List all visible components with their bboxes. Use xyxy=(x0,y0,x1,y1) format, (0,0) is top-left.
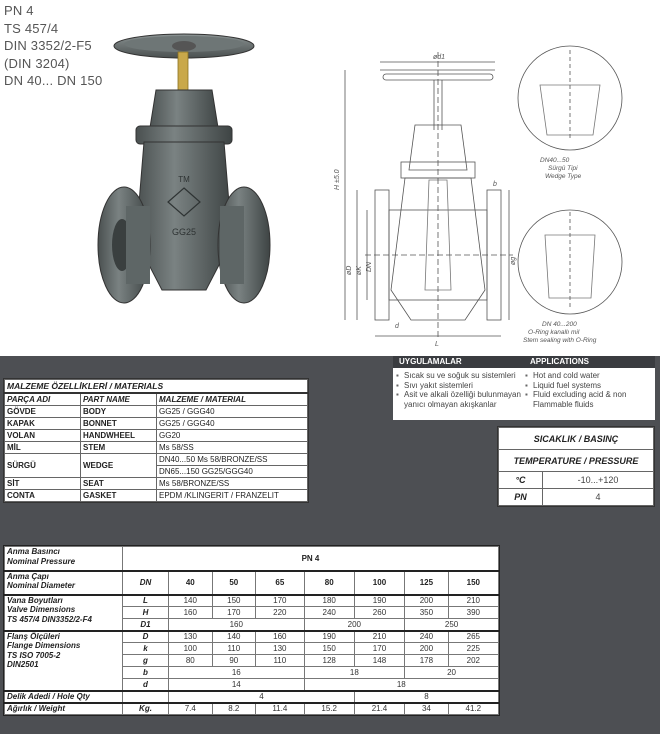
value-h: 170 xyxy=(212,607,256,619)
part-material: GG25 / GGG40 xyxy=(157,418,308,430)
symbol-d: D xyxy=(123,631,169,643)
list-item: ▪ Sıcak su ve soğuk su sistemleri xyxy=(395,371,524,381)
stem-note-line: O-Ring kanallı mil xyxy=(528,329,580,336)
value-g: 80 xyxy=(169,655,213,667)
value-holes: 8 xyxy=(354,691,498,703)
part-name-tr: KAPAK xyxy=(5,418,81,430)
temperature-title-en: TEMPERATURE / PRESSURE xyxy=(499,450,654,472)
part-material: Ms 58/SS xyxy=(157,442,308,454)
spec-line: TS 457/4 xyxy=(4,20,59,36)
value-g: 148 xyxy=(354,655,404,667)
symbol-small-d: d xyxy=(123,679,169,691)
body-mark-tm: TM xyxy=(178,175,190,184)
flange-dim-label: Flange Dimensions xyxy=(7,641,81,650)
value-k: 110 xyxy=(212,643,256,655)
value-l: 180 xyxy=(304,595,354,607)
drawing-label-b: b xyxy=(493,181,497,188)
drawing-label-k: øK xyxy=(356,266,363,275)
technical-drawing xyxy=(335,40,657,352)
spec-line: PN 4 xyxy=(4,3,34,18)
value-weight: 34 xyxy=(405,703,449,715)
applications-panel xyxy=(393,356,655,420)
value-k: 170 xyxy=(354,643,404,655)
symbol-k: k xyxy=(123,643,169,655)
part-name-en: GASKET xyxy=(81,490,157,502)
drawing-label-d: d xyxy=(395,323,399,330)
part-name-en: SEAT xyxy=(81,478,157,490)
value-weight: 7.4 xyxy=(169,703,213,715)
part-material: DN40...50 Ms 58/BRONZE/SS xyxy=(157,454,308,466)
materials-header: PART NAME xyxy=(81,393,157,406)
list-item: ▪ Liquid fuel systems xyxy=(524,381,653,391)
diameter-label: Nominal Diameter xyxy=(7,581,76,590)
materials-title: MALZEME ÖZELLİKLERİ / MATERIALS xyxy=(5,380,308,394)
wedge-note-line: Wedge Type xyxy=(545,173,582,180)
list-item: ▪ Fluid excluding acid & non Flammable fluids xyxy=(524,390,653,409)
symbol-h: H xyxy=(123,607,169,619)
wedge-note-line: DN40...50 xyxy=(540,157,570,164)
pressure-label: Anma Basıncı xyxy=(7,547,60,556)
weight-label: Ağırlık / Weight xyxy=(5,703,123,715)
drawing-label-g: øg xyxy=(510,256,517,265)
value-k: 130 xyxy=(256,643,304,655)
table-row xyxy=(499,489,654,506)
stem-note-line: DN 40...200 xyxy=(542,321,577,328)
value-g: 178 xyxy=(405,655,449,667)
value-h: 160 xyxy=(169,607,213,619)
list-item: ▪ Hot and cold water xyxy=(524,371,653,381)
value-weight: 21.4 xyxy=(354,703,404,715)
value-k: 225 xyxy=(448,643,498,655)
value-d: 130 xyxy=(169,631,213,643)
part-material: EPDM /KLINGERIT / FRANZELIT xyxy=(157,490,308,502)
valve-dim-label: Vana Boyutları xyxy=(7,595,63,605)
value-k: 150 xyxy=(304,643,354,655)
dn-value: 80 xyxy=(304,571,354,595)
pressure-value: PN 4 xyxy=(123,547,499,571)
dn-value: 50 xyxy=(212,571,256,595)
value-b: 18 xyxy=(304,667,405,679)
dn-value: 100 xyxy=(354,571,404,595)
value-d: 265 xyxy=(448,631,498,643)
spec-line: DN 40... DN 150 xyxy=(4,73,103,88)
table-row xyxy=(5,442,308,454)
value-l: 170 xyxy=(256,595,304,607)
part-name-en: STEM xyxy=(81,442,157,454)
flange-dim-label: TS ISO 7005-2 xyxy=(7,650,61,660)
part-name-en: WEDGE xyxy=(81,454,157,478)
value-d: 140 xyxy=(212,631,256,643)
flange-dim-label: Flanş Ölçüleri xyxy=(7,631,60,641)
table-row xyxy=(5,631,499,643)
applications-title-en: APPLICATIONS xyxy=(530,357,589,366)
value-l: 140 xyxy=(169,595,213,607)
table-row xyxy=(5,703,499,715)
part-material: DN65...150 GG25/GGG40 xyxy=(157,466,308,478)
temperature-value: -10...+120 xyxy=(543,472,654,489)
value-small-d: 18 xyxy=(304,679,498,691)
temperature-label: °C xyxy=(499,472,543,489)
value-g: 110 xyxy=(256,655,304,667)
part-material: GG25 / GGG40 xyxy=(157,406,308,418)
value-weight: 11.4 xyxy=(256,703,304,715)
value-g: 128 xyxy=(304,655,354,667)
table-row xyxy=(5,478,308,490)
valve-photo xyxy=(96,30,276,330)
applications-list-tr xyxy=(395,371,524,409)
value-d: 190 xyxy=(304,631,354,643)
dimensions-table xyxy=(3,545,500,716)
pressure-label: PN xyxy=(499,489,543,506)
wedge-note-line: Sürgü Tipi xyxy=(548,165,578,172)
part-name-tr: SÜRGÜ xyxy=(5,454,81,478)
value-l: 200 xyxy=(405,595,449,607)
materials-table xyxy=(3,378,309,503)
drawing-label-d1: ød1 xyxy=(433,54,446,61)
table-row xyxy=(5,406,308,418)
value-small-d: 14 xyxy=(169,679,305,691)
dn-symbol: DN xyxy=(123,571,169,595)
materials-header: MALZEME / MATERIAL xyxy=(157,393,308,406)
table-row xyxy=(5,595,499,607)
value-d1: 160 xyxy=(169,619,305,631)
diameter-label: Anma Çapı xyxy=(7,571,49,581)
pressure-label: Nominal Pressure xyxy=(7,556,76,566)
table-row xyxy=(499,472,654,489)
product-header-area xyxy=(0,0,660,356)
value-weight: 41.2 xyxy=(448,703,498,715)
dn-value: 150 xyxy=(448,571,498,595)
value-g: 202 xyxy=(448,655,498,667)
list-item: ▪ Sıvı yakıt sistemleri xyxy=(395,381,524,391)
value-d: 240 xyxy=(405,631,449,643)
part-name-en: BODY xyxy=(81,406,157,418)
valve-dim-label: Valve Dimensions xyxy=(7,605,76,614)
part-name-tr: CONTA xyxy=(5,490,81,502)
value-d: 210 xyxy=(354,631,404,643)
body-mark-gg25: GG25 xyxy=(171,227,197,237)
part-name-en: BONNET xyxy=(81,418,157,430)
value-k: 200 xyxy=(405,643,449,655)
table-row xyxy=(5,430,308,442)
list-item: ▪ Asit ve alkali özelliği bulunmayan yanıcı olmayan akışkanlar xyxy=(395,390,524,409)
part-name-tr: SİT xyxy=(5,478,81,490)
value-b: 20 xyxy=(405,667,499,679)
value-h: 390 xyxy=(448,607,498,619)
spec-lines xyxy=(4,2,102,90)
flange-dim-label: DIN2501 xyxy=(7,660,39,669)
table-row xyxy=(5,490,308,502)
spec-line: DIN 3352/2-F5 xyxy=(4,38,92,53)
part-name-tr: VOLAN xyxy=(5,430,81,442)
value-weight: 15.2 xyxy=(304,703,354,715)
drawing-label-dn: DN xyxy=(366,261,373,272)
dn-value: 40 xyxy=(169,571,213,595)
applications-title-tr: UYGULAMALAR xyxy=(399,357,462,366)
value-d1: 200 xyxy=(304,619,405,631)
part-name-tr: GÖVDE xyxy=(5,406,81,418)
value-k: 100 xyxy=(169,643,213,655)
part-material: GG20 xyxy=(157,430,308,442)
holes-label: Delik Adedi / Hole Qty xyxy=(5,691,123,703)
materials-header: PARÇA ADI xyxy=(5,393,81,406)
symbol-g: g xyxy=(123,655,169,667)
value-h: 220 xyxy=(256,607,304,619)
spec-line: (DIN 3204) xyxy=(4,55,70,71)
drawing-label-h: H ±5.0 xyxy=(334,169,341,190)
value-h: 240 xyxy=(304,607,354,619)
temperature-title-tr: SICAKLIK / BASINÇ xyxy=(499,428,654,450)
table-row xyxy=(5,454,308,466)
applications-list-en xyxy=(524,371,653,409)
weight-unit: Kg. xyxy=(123,703,169,715)
value-d1: 250 xyxy=(405,619,499,631)
value-h: 260 xyxy=(354,607,404,619)
temperature-pressure-table xyxy=(497,426,655,507)
value-l: 190 xyxy=(354,595,404,607)
symbol-b: b xyxy=(123,667,169,679)
value-holes: 4 xyxy=(169,691,355,703)
part-name-tr: MİL xyxy=(5,442,81,454)
table-row xyxy=(5,691,499,703)
pressure-value: 4 xyxy=(543,489,654,506)
value-l: 150 xyxy=(212,595,256,607)
value-weight: 8.2 xyxy=(212,703,256,715)
table-row xyxy=(5,418,308,430)
symbol-l: L xyxy=(123,595,169,607)
value-l: 210 xyxy=(448,595,498,607)
stem-note-line: Stem sealing with O-Ring xyxy=(523,337,597,344)
drawing-label-l: L xyxy=(435,341,439,348)
part-name-en: HANDWHEEL xyxy=(81,430,157,442)
dn-value: 65 xyxy=(256,571,304,595)
dn-value: 125 xyxy=(405,571,449,595)
valve-dim-label: TS 457/4 DIN3352/2-F4 xyxy=(7,614,92,624)
symbol-d1: D1 xyxy=(123,619,169,631)
value-h: 350 xyxy=(405,607,449,619)
value-g: 90 xyxy=(212,655,256,667)
value-d: 160 xyxy=(256,631,304,643)
part-material: Ms 58/BRONZE/SS xyxy=(157,478,308,490)
drawing-label-dd: øD xyxy=(346,265,353,275)
value-b: 16 xyxy=(169,667,305,679)
